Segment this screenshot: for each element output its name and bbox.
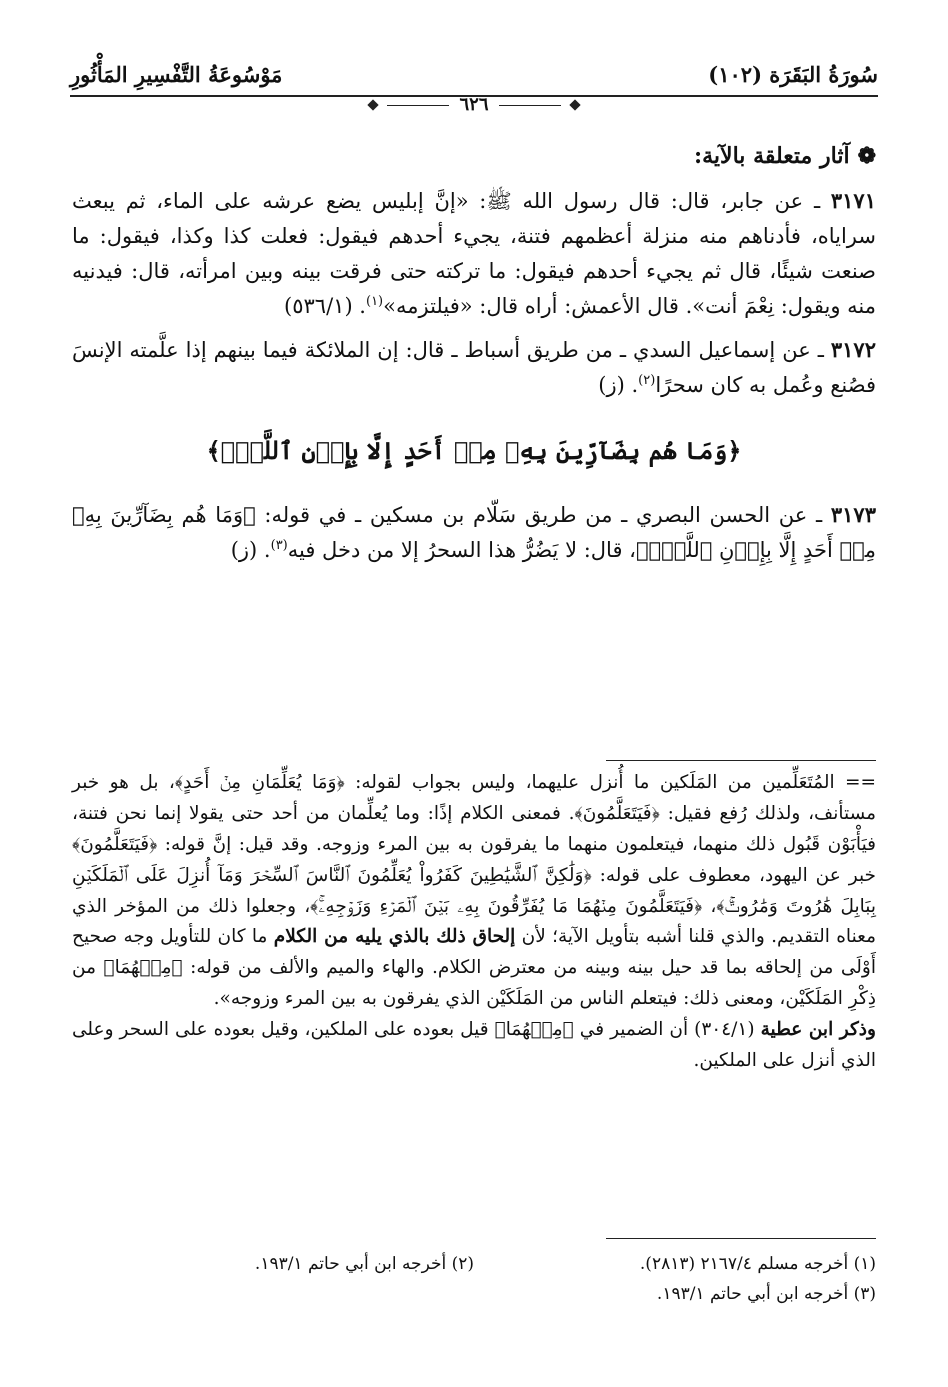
main-text: [72, 138, 876, 576]
footnote-ref[interactable]: (١): [365, 293, 384, 309]
narration-entry: [72, 497, 876, 568]
footnotes: [72, 1250, 876, 1310]
page-number-ornament: [0, 94, 948, 115]
entry-text: ـ عن الحسن البصري ـ من طريق سَلّام بن مسكين ـ في قوله: ﴿وَمَا هُم بِضَآرِّينَ بِهِۦ مِنۡ أَحَدٍ إِلَّا بِإِذۡنِ ٱللَّهِۚ﴾، قال: لا يَضُرُّ هذا السحرُ إلا من دخل فيه: [72, 503, 876, 563]
footnote-ref[interactable]: (٣): [270, 538, 288, 554]
entry-number: ٣١٧٣: [830, 502, 876, 528]
footnote-row: [72, 1250, 876, 1280]
footnote: (٣) أخرجه ابن أبي حاتم ١٩٣/١.: [656, 1283, 876, 1304]
narration-entry: [72, 183, 876, 324]
quran-verse-heading: ﴿وَمَا هُم بِضَآرِّينَ بِهِۦ مِنۡ أَحَدٍ إِلَّا بِإِذۡنِ ٱللَّهِۚ﴾: [206, 436, 742, 466]
flower-ornament-icon: ❁: [857, 143, 876, 169]
commentary-bold: إلحاق ذلك بالذي يليه من الكلام: [273, 926, 516, 948]
footnote: (١) أخرجه مسلم ٢١٦٧/٤ (٢٨١٣).: [639, 1254, 876, 1274]
entry-number: ٣١٧١: [830, 187, 876, 213]
entry-tail: . (٥٣٦/١): [284, 293, 366, 318]
diamond-ornament-icon: [367, 99, 378, 110]
page-number: ٦٢٦: [459, 94, 489, 115]
commentary-paragraph: [72, 768, 876, 1015]
section-heading: [72, 138, 876, 175]
commentary-text: ما كان للتأويل وجه صحيح أَوْلَى من إلحاقه بما قد حيل بينه وبينه من معترض الكلام. والهاء والميم والألف من قوله: ﴿مِنۡهُمَا﴾ من ذِكْرِ المَلَكَيْن، ومعنى ذلك: فيتعلم الناس من المَلَكَيْن الذي يفرقون به بين المرء وزوجه».: [72, 926, 876, 1010]
notes-divider: [606, 760, 876, 761]
surah-title: سُورَةُ البَقَرَة (١٠٢): [708, 62, 878, 87]
ornament-line: [499, 105, 561, 106]
entry-number: ٣١٧٢: [830, 336, 876, 362]
running-header: [70, 60, 878, 96]
footnote-row: [72, 1280, 876, 1310]
footnotes-divider: [606, 1238, 876, 1239]
footnote-ref[interactable]: (٢): [638, 373, 656, 389]
footnote: (٢) أخرجه ابن أبي حاتم ١٩٣/١.: [254, 1254, 474, 1274]
entry-tail: . (ز): [598, 373, 639, 398]
entry-text: ـ عن إسماعيل السدي ـ من طريق أسباط ـ قال: إن الملائكة فيما بينهم إذا علَّمته الإنسَ فصُنع وعُمل به كان سحرًا: [72, 337, 876, 398]
commentary-text: (٣٠٤/١) أن الضمير في ﴿مِنۡهُمَا﴾ قيل بعوده على الملكين، وقيل بعوده على السحر وعلى الذي أنزل على الملكين.: [72, 1019, 876, 1072]
entry-text: ـ عن جابر، قال: قال رسول الله ﷺ: «إنَّ إبليس يضع عرشه على الماء، ثم يبعث سراياه، فأدناهم منه منزلة أعظمهم فتنة، يجيء أحدهم فيقول: فعلت كذا وكذا، فيقول: ما صنعت شيئًا، قال ثم يجيء أحدهم فيقول: ما تركته حتى فرقت بينه وبين امرأته، قال: فيدنيه منه ويقول: نِعْمَ أنت». قال الأعمش: أراه قال: «فيلتزمه»: [72, 188, 876, 318]
commentary-text: == المُتَعَلِّمين من المَلَكين ما أُنزل عليهما، وليس بجواب لقوله: ﴿وَمَا يُعَلِّمَانِ مِنۡ أَحَدٍ﴾، بل هو خبر مستأنف، ولذلك رُفع فقيل: ﴿فَيَتَعَلَّمُونَ﴾. فمعنى الكلام إذًا: وما يُعلِّمان من أحد حتى يقولا إنما نحن فتنة، فيَأْبَوْن قَبُول ذلك منهما، فيتعلمون منهما ما يفرقون به بين المرء وزوجه. وقد قيل: إنَّ قوله: ﴿فَيَتَعَلَّمُونَ﴾ خبر عن اليهود، معطوف على قوله: ﴿وَلَٰكِنَّ ٱلشَّيَٰطِينَ كَفَرُواْ يُعَلِّمُونَ ٱلنَّاسَ ٱلسِّحۡرَ وَمَآ أُنزِلَ عَلَى ٱلۡمَلَكَيۡنِ بِبَابِلَ هَٰرُوتَ وَمَٰرُوتَۚ﴾، ﴿فَيَتَعَلَّمُونَ مِنۡهُمَا مَا يُفَرِّقُونَ بِهِۦ بَيۡنَ ٱلۡمَرۡءِ وَزَوۡجِهِۦۚ﴾، وجعلوا ذلك من المؤخر الذي معناه التقديم. والذي قلنا أشبه بتأويل الآية؛ لأن: [72, 772, 876, 948]
narration-entry: [72, 332, 876, 403]
diamond-ornament-icon: [569, 99, 580, 110]
commentary-bold: وذكر ابن عطية: [760, 1019, 876, 1041]
ornament-line: [387, 105, 449, 106]
entry-tail: . (ز): [230, 538, 271, 563]
commentary-notes: [72, 768, 876, 1077]
commentary-paragraph: [72, 1015, 876, 1077]
section-title: آثار متعلقة بالآية:: [694, 143, 850, 169]
book-title: مَوْسُوعَةُ التَّفْسِيرِ المَأْثُورِ: [70, 62, 283, 87]
